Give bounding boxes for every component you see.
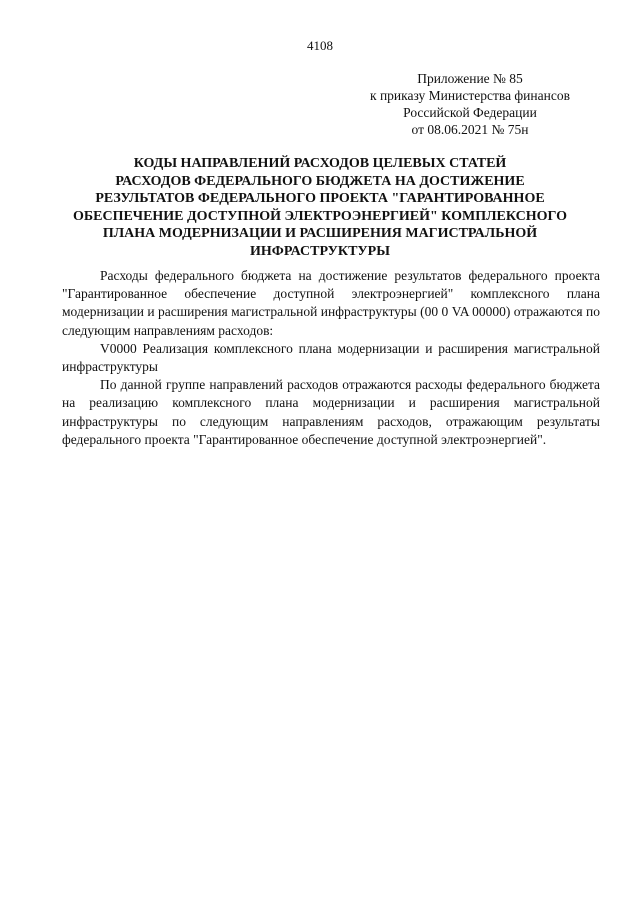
title-line-3: РЕЗУЛЬТАТОВ ФЕДЕРАЛЬНОГО ПРОЕКТА "ГАРАНТИРОВАННОЕ [95,191,545,206]
paragraph-code-v0000: V0000 Реализация комплексного плана модернизации и расширения магистральной инфраструктуры [62,340,600,375]
appendix-line-1: Приложение № 85 [417,71,523,86]
document-body [62,267,600,449]
paragraph-intro: Расходы федерального бюджета на достижение результатов федерального проекта "Гарантированное обеспечение доступной электроэнергией" комплексного плана модернизации и расширения магистральной инфраструктуры (00 0 VA 00000) отражаются по следующим направлениям расходов: [62,268,600,338]
appendix-line-4: от 08.06.2021 № 75н [411,122,529,137]
title-line-4: ОБЕСПЕЧЕНИЕ ДОСТУПНОЙ ЭЛЕКТРОЭНЕРГИЕЙ" КОМПЛЕКСНОГО [72,208,568,224]
title-line-2: РАСХОДОВ ФЕДЕРАЛЬНОГО БЮДЖЕТА НА ДОСТИЖЕНИЕ [115,173,525,189]
paragraph-description: По данной группе направлений расходов отражаются расходы федерального бюджета на реализацию комплексного плана модернизации и расширения магистральной инфраструктуры по следующим направлениям расходов, отражающим результаты федерального проекта "Гарантированное обеспечение доступной электроэнергией". [62,377,600,447]
appendix-header [340,70,600,138]
title-line-5: ПЛАНА МОДЕРНИЗАЦИИ И РАСШИРЕНИЯ МАГИСТРАЛЬНОЙ [102,226,538,241]
page-number: 4108 [307,38,333,53]
appendix-line-3: Российской Федерации [403,105,537,120]
document-title [50,155,590,260]
title-line-1: КОДЫ НАПРАВЛЕНИЙ РАСХОДОВ ЦЕЛЕВЫХ СТАТЕЙ [133,156,507,171]
appendix-line-2: к приказу Министерства финансов [370,88,570,103]
title-line-6: ИНФРАСТРУКТУРЫ [250,243,390,259]
